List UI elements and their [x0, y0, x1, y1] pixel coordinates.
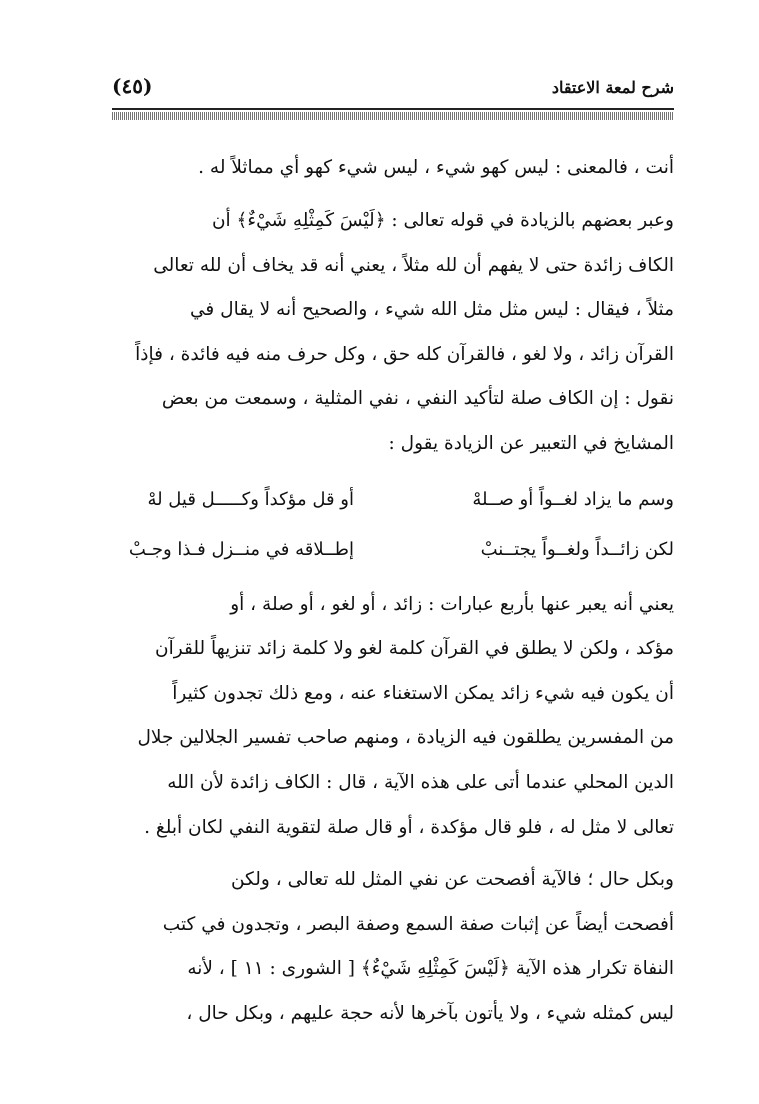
text-line: أنت ، فالمعنى : ليس كهو شيء ، ليس شيء كهو أي مماثلاً له . — [198, 157, 674, 178]
text-line: ليس كمثله شيء ، ولا يأتون بآخرها لأنه حجة عليهم ، وبكل حال ، — [186, 1002, 674, 1024]
verse-second-hemistich: أو قل مؤكداً وكـــــل قيل لهْ — [147, 488, 354, 510]
poem-verse — [112, 525, 674, 575]
verse-second-hemistich: إطــلاقه في منــزل فـذا وجـبْ — [128, 538, 354, 560]
poem-verse — [112, 475, 674, 525]
text-line: القرآن زائد ، ولا لغو ، فالقرآن كله حق ، وكل حرف منه فيه فائدة ، فإذاً — [135, 343, 674, 365]
text-line: من المفسرين يطلقون فيه الزيادة ، ومنهم صاحب تفسير الجلالين جلال — [137, 727, 674, 749]
text-line: أفصحت أيضاً عن إثبات صفة السمع وصفة البصر ، وتجدون في كتب — [162, 913, 674, 935]
text-line: وعبر بعضهم بالزيادة في قوله تعالى : ﴿لَيْسَ كَمِثْلِهِ شَيْءٌ﴾ أن — [211, 210, 674, 231]
text-line: الكاف زائدة حتى لا يفهم أن لله مثلاً ، يعني أنه قد يخاف أن لله تعالى — [153, 254, 674, 276]
body-text — [112, 145, 674, 1037]
text-line: المشايخ في التعبير عن الزيادة يقول : — [388, 432, 674, 454]
page-number: (٤٥) — [112, 74, 153, 98]
text-line: تعالى لا مثل له ، فلو قال مؤكدة ، أو قال صلة لتقوية النفي لكان أبلغ . — [144, 816, 674, 838]
header-hatch-rule — [112, 112, 674, 120]
verse-first-hemistich: لكن زائــداً ولغــواً يجتــنبْ — [480, 538, 674, 560]
text-line: مثلاً ، فيقال : ليس مثل مثل الله شيء ، والصحيح أنه لا يقال في — [190, 299, 674, 321]
text-line: وبكل حال ؛ فالآية أفصحت عن نفي المثل لله تعالى ، ولكن — [230, 869, 674, 891]
running-title: شرح لمعة الاعتقاد — [551, 78, 674, 97]
page-header — [112, 74, 674, 104]
text-line: أن يكون فيه شيء زائد يمكن الاستغناء عنه ، ومع ذلك تجدون كثيراً — [172, 682, 674, 704]
verse-first-hemistich: وسم ما يزاد لغــواً أو صــلهْ — [472, 488, 674, 510]
header-rule — [112, 108, 674, 110]
text-line: يعني أنه يعبر عنها بأربع عبارات : زائد ، أو لغو ، أو صلة ، أو — [230, 593, 674, 615]
text-line: مؤكد ، ولكن لا يطلق في القرآن كلمة لغو ولا كلمة زائد تنزيهاً للقرآن — [155, 638, 674, 660]
text-line: نقول : إن الكاف صلة لتأكيد النفي ، نفي المثلية ، وسمعت من بعض — [161, 388, 674, 410]
text-line: الدين المحلي عندما أتى على هذه الآية ، قال : الكاف زائدة لأن الله — [167, 771, 674, 793]
text-line: النفاة تكرار هذه الآية ﴿لَيْسَ كَمِثْلِهِ شَيْءٌ﴾ [ الشورى : ١١ ] ، لأنه — [187, 958, 674, 980]
